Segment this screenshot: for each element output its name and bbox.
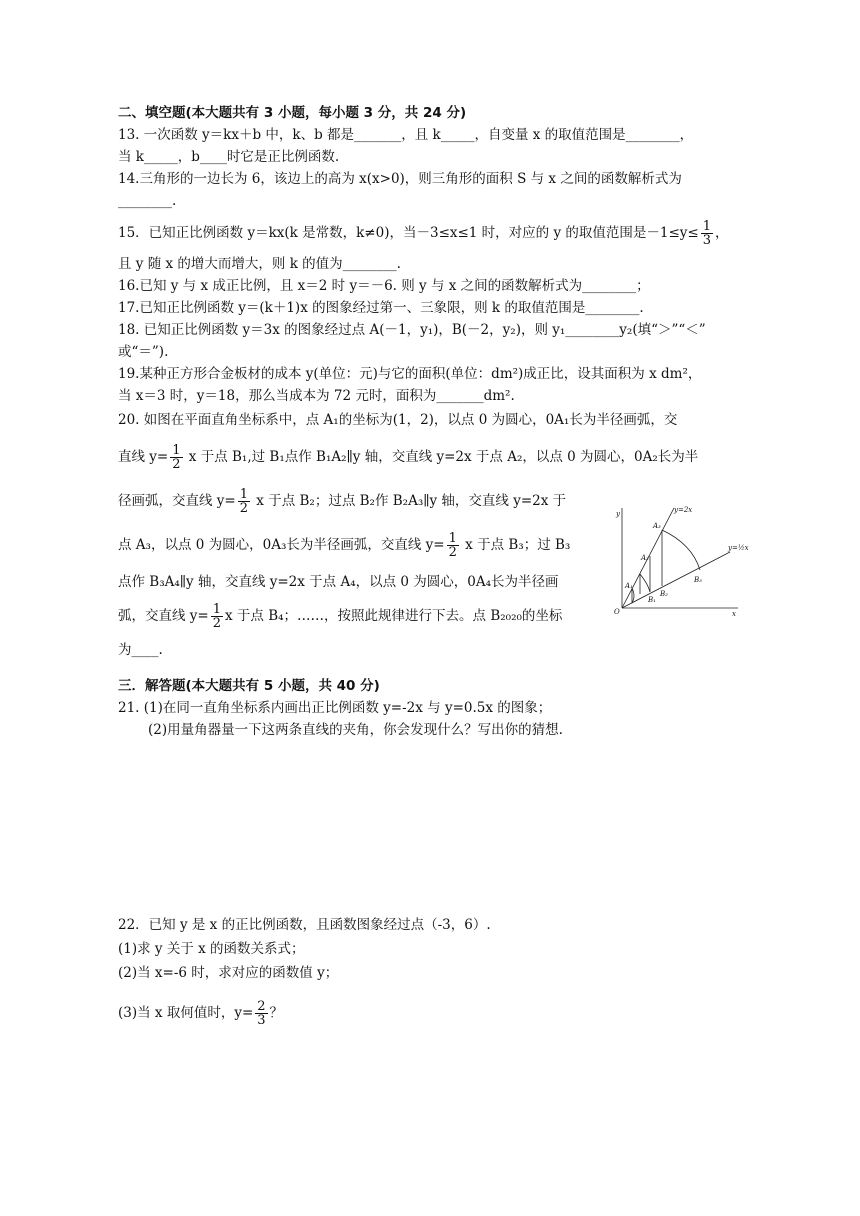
q20-l4-text: 点 A₃，以点 0 为圆心，0A₃长为半径画弧，交直线 y=: [118, 537, 445, 553]
point-a2: A₂: [641, 554, 649, 562]
origin-label: O: [614, 608, 620, 616]
q20-line1: 20. 如图在平面直角坐标系中，点 A₁的坐标为(1，2)，以点 0 为圆心，0A₁长为半径画弧，交: [118, 412, 678, 428]
line-half-label: y=½x: [728, 544, 749, 552]
q15-frac-num: 1: [702, 219, 712, 234]
q15-line2: 且 y 随 x 的增大而增大，则 k 的值为________.: [118, 256, 401, 272]
q22-line2: (1)求 y 关于 x 的函数关系式；: [118, 941, 305, 957]
q22-line3: (2)当 x=-6 时，求对应的函数值 y；: [118, 965, 339, 981]
q21-line2: (2)用量角器量一下这两条直线的夹角，你会发现什么？写出你的猜想.: [148, 722, 563, 738]
q22-frac-num: 2: [257, 999, 266, 1014]
y-axis-label: y: [616, 510, 620, 518]
half-num: 1: [212, 602, 222, 617]
half-fraction: [238, 488, 250, 515]
half-fraction: [170, 444, 182, 471]
line-2x-label: y=2x: [674, 506, 693, 514]
point-b3: B₃: [694, 576, 702, 584]
q15-line1: [118, 220, 729, 247]
q20-line4: [118, 532, 570, 559]
half-den: 2: [212, 616, 222, 631]
half-fraction: [211, 603, 223, 630]
arc-3: [662, 530, 700, 570]
q15-text: 15．已知正比例函数 y＝kx(k 是常数，k≠0)，当－3≤x≤1 时，对应的 y 的取值范围是－1≤y≤: [118, 225, 699, 241]
q21-line1: 21. (1)在同一直角坐标系内画出正比例函数 y=-2x 与 y=0.5x 的图象；: [118, 700, 552, 716]
q18-line1: 18. 已知正比例函数 y＝3x 的图象经过点 A(－1，y₁)，B(－2，y₂)，则 y₁________y₂(填“＞”“＜”: [118, 322, 706, 338]
q14-line2: ________.: [118, 193, 177, 209]
half-den: 2: [172, 457, 181, 472]
q22-line1: 22．已知 y 是 x 的正比例函数，且函数图象经过点（-3，6）.: [118, 917, 491, 933]
half-num: 1: [172, 443, 181, 458]
q20-l3-rest: x 于点 B₂；过点 B₂作 B₂A₃∥y 轴，交直线 y=2x 于: [252, 493, 567, 509]
point-b2: B₂: [660, 590, 668, 598]
q20-line2: [118, 444, 698, 471]
section-3-heading: 三．解答题(本大题共有 5 小题，共 40 分): [118, 678, 380, 694]
half-fraction: [447, 532, 459, 559]
half-den: 2: [239, 501, 249, 516]
q16-line: 16.已知 y 与 x 成正比例，且 x＝2 时 y＝－6. 则 y 与 x 之间的函数解析式为________；: [118, 278, 650, 294]
q15-end: ，: [715, 225, 729, 241]
point-a3: A₃: [653, 522, 661, 530]
q13-line1: 13. 一次函数 y＝kx＋b 中，k、b 都是_______，且 k_____，自变量 x 的取值范围是________，: [118, 127, 694, 143]
q22-fraction: [255, 1000, 267, 1027]
q20-line6: [118, 603, 562, 630]
q20-line5: 点作 B₃A₄∥y 轴，交直线 y=2x 于点 A₄，以点 0 为圆心，0A₄长为半径画: [118, 574, 559, 590]
q13-line2: 当 k_____，b____时它是正比例函数.: [118, 149, 340, 165]
q20-figure: [612, 500, 752, 618]
q22-frac-den: 3: [257, 1013, 266, 1028]
q20-line3: [118, 488, 566, 515]
q20-l2-text: 直线 y=: [118, 449, 169, 465]
q20-l6-rest: x 于点 B₄；……，按照此规律进行下去。点 B₂₀₂₀的坐标: [225, 608, 563, 624]
x-axis-label: x: [732, 610, 736, 618]
q22-l4-end: ？: [269, 1005, 284, 1021]
q22-l4-text: (3)当 x 取何值时，y=: [118, 1005, 254, 1021]
q14-line1: 14.三角形的一边长为 6，该边上的高为 x(x>0)，则三角形的面积 S 与 x 之间的函数解析式为: [118, 171, 682, 187]
q15-fraction: [701, 220, 713, 247]
half-num: 1: [448, 531, 457, 546]
section-2-heading: 二、填空题(本大题共有 3 小题，每小题 3 分，共 24 分): [118, 105, 467, 121]
q20-line7: 为____.: [118, 642, 163, 658]
q20-l2-rest: x 于点 B₁,过 B₁点作 B₁A₂∥y 轴，交直线 y=2x 于点 A₂，以点 0 为圆心，0A₂长为半: [184, 449, 699, 465]
q19-line1: 19.某种正方形合金板材的成本 y(单位：元)与它的面积(单位：dm²)成正比，设其面积为 x dm²，: [118, 366, 702, 382]
q19-line2: 当 x＝3 时，y＝18，那么当成本为 72 元时，面积为_______dm².: [118, 388, 515, 404]
q20-l6-text: 弧，交直线 y=: [118, 608, 209, 624]
q18-line2: 或“＝”).: [118, 344, 169, 360]
q20-l4-rest: x 于点 B₃；过 B₃: [460, 537, 571, 553]
arc-2: [640, 574, 650, 592]
q17-line: 17.已知正比例函数 y＝(k＋1)x 的图象经过第一、三象限，则 k 的取值范围是________.: [118, 300, 644, 316]
half-den: 2: [448, 545, 457, 560]
half-num: 1: [239, 487, 249, 502]
q20-l3-text: 径画弧，交直线 y=: [118, 493, 236, 509]
line-half-x: [622, 552, 730, 608]
q22-line4: [118, 1000, 283, 1027]
q15-frac-den: 3: [702, 233, 712, 248]
point-b1: B₁: [648, 596, 656, 604]
point-a1: A₁: [625, 582, 633, 590]
